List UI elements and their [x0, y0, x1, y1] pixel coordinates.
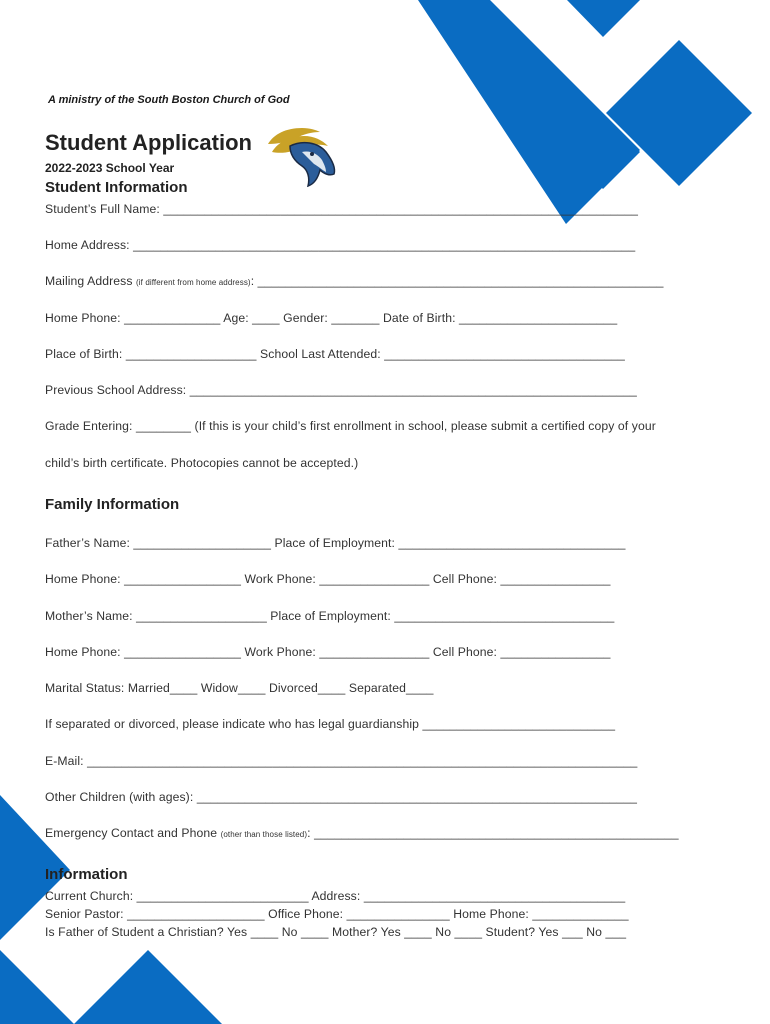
page-title: Student Application — [45, 130, 252, 155]
senior-pastor-field[interactable]: Senior Pastor: ____________________ Office Phone: _______________ Home Phone: ______________ — [45, 907, 629, 921]
school-year: 2022-2023 School Year — [45, 161, 175, 175]
email-field[interactable]: E-Mail: ________________________________________________________________________________ — [45, 754, 638, 768]
marital-status-field[interactable]: Marital Status: Married____ Widow____ Divorced____ Separated____ — [45, 681, 434, 695]
guardianship-field[interactable]: If separated or divorced, please indicate who has legal guardianship ____________________________ — [45, 717, 616, 731]
previous-school-address-field[interactable]: Previous School Address: _________________________________________________________________ — [45, 383, 637, 397]
christian-question-field[interactable]: Is Father of Student a Christian? Yes ____ No ____ Mother? Yes ____ No ____ Student? Yes ___ No ___ — [45, 925, 627, 939]
mother-name-field[interactable]: Mother’s Name: ___________________ Place of Employment: ________________________________ — [45, 609, 615, 623]
emergency-contact-label: Emergency Contact and Phone — [45, 826, 221, 840]
mustang-horse-icon — [262, 124, 340, 190]
father-name-field[interactable]: Father’s Name: ____________________ Place of Employment: _________________________________ — [45, 536, 626, 550]
student-full-name-field[interactable]: Student’s Full Name: _____________________________________________________________________ — [45, 202, 638, 216]
phone-age-gender-dob-field[interactable]: Home Phone: ______________ Age: ____ Gender: _______ Date of Birth: _______________________ — [45, 311, 618, 325]
home-address-field[interactable]: Home Address: _________________________________________________________________________ — [45, 238, 636, 252]
mailing-address-note: (if different from home address) — [136, 278, 251, 287]
emergency-contact-field[interactable] — [45, 826, 679, 840]
mailing-address-field[interactable] — [45, 274, 663, 288]
church-info-heading: Information — [45, 866, 128, 883]
birth-certificate-note: child’s birth certificate. Photocopies cannot be accepted.) — [45, 456, 359, 470]
ministry-tagline: A ministry of the South Boston Church of God — [48, 94, 290, 106]
family-info-heading: Family Information — [45, 496, 180, 513]
emergency-contact-note: (other than those listed) — [220, 830, 308, 839]
mother-phones-field[interactable]: Home Phone: _________________ Work Phone: ________________ Cell Phone: ________________ — [45, 645, 611, 659]
current-church-field[interactable]: Current Church: _________________________ Address: ______________________________________ — [45, 889, 626, 903]
father-phones-field[interactable]: Home Phone: _________________ Work Phone: ________________ Cell Phone: ________________ — [45, 572, 611, 586]
student-info-heading: Student Information — [45, 179, 188, 196]
grade-entering-field[interactable]: Grade Entering: ________ (If this is your child’s first enrollment in school, please submit a certified copy of your — [45, 419, 656, 433]
mailing-address-blank: : ___________________________________________________________ — [250, 274, 664, 288]
emergency-contact-blank: : _____________________________________________________ — [307, 826, 679, 840]
other-children-field[interactable]: Other Children (with ages): ________________________________________________________________ — [45, 790, 638, 804]
birthplace-school-field[interactable]: Place of Birth: ___________________ School Last Attended: ___________________________________ — [45, 347, 625, 361]
mailing-address-label: Mailing Address — [45, 274, 137, 288]
